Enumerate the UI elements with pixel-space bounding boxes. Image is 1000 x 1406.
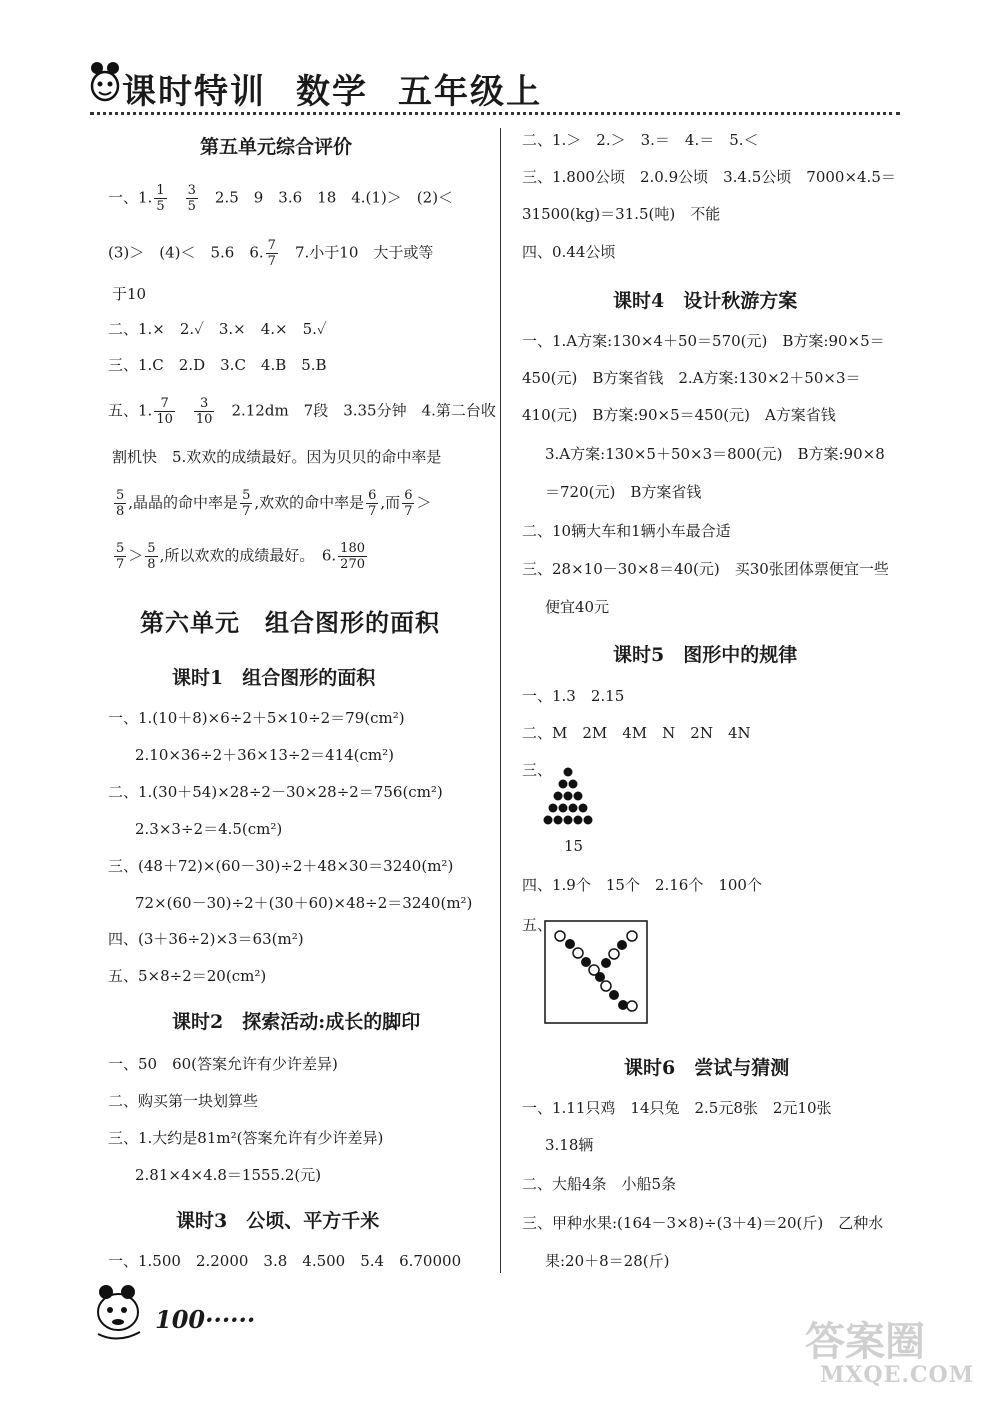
- text: ,所以欢欢的成绩最好。 6.: [159, 546, 337, 565]
- numerator: 6: [404, 488, 413, 503]
- page-header-title: [122, 64, 572, 113]
- watermark-logo: 答案圈: [805, 1318, 925, 1365]
- numerator: 1: [156, 183, 165, 198]
- answer-line: 一、50 60(答案允许有少许差异): [108, 1055, 338, 1073]
- text: ,而: [380, 493, 401, 512]
- lesson6-title: 课时6 尝试与猜测: [624, 1057, 790, 1079]
- answer-line: 割机快 5.欢欢的成绩最好。因为贝贝的命中率是: [112, 448, 442, 466]
- header-grade: 五年级上: [398, 72, 542, 112]
- answer-line: 三、: [522, 761, 553, 779]
- numerator: 3: [194, 396, 215, 412]
- answer-line: 便宜40元: [545, 598, 610, 616]
- answer-line: 15: [564, 837, 584, 855]
- answer-line: 五、: [522, 916, 553, 934]
- answer-line: 2.81×4×4.8＝1555.2(元): [135, 1166, 322, 1184]
- fraction: [154, 396, 175, 427]
- answer-line: 三、1.大约是81m²(答案允许有少许差异): [108, 1129, 384, 1147]
- fraction: [402, 488, 414, 519]
- denominator: 10: [156, 412, 173, 427]
- lesson4-title: 课时4 设计秋游方案: [613, 290, 798, 312]
- numerator: 3: [187, 183, 196, 198]
- mascot-logo-icon: [88, 60, 122, 104]
- answer-line: 三、1.800公顷 2.0.9公顷 3.4.5公顷 7000×4.5＝: [522, 168, 896, 186]
- answer-line: 2.3×3÷2＝4.5(cm²): [135, 820, 283, 838]
- denominator: 7: [116, 557, 125, 572]
- answer-line: 3.A方案:130×5＋50×3＝800(元) B方案:90×8: [545, 445, 885, 463]
- fraction: [114, 488, 126, 519]
- page-dots: ······: [205, 1305, 256, 1334]
- answer-line: [112, 488, 431, 519]
- answer-line: [108, 238, 433, 269]
- numerator: 5: [116, 541, 125, 556]
- dot-triangle-figure: [543, 765, 593, 827]
- answer-line: 二、购买第一块划算些: [108, 1092, 259, 1110]
- answer-line: 二、大船4条 小船5条: [522, 1175, 677, 1193]
- denominator: 7: [267, 254, 276, 269]
- text: 2.5 9 3.6 18 4.(1)＞ (2)＜: [214, 188, 454, 207]
- numerator: 5: [242, 488, 251, 503]
- numerator: 6: [368, 488, 377, 503]
- y-pattern-figure: [544, 920, 648, 1024]
- answer-line: 一、1.11只鸡 14只兔 2.5元8张 2元10张: [522, 1099, 832, 1117]
- page-number-value: 100: [155, 1305, 206, 1334]
- fraction: [194, 396, 215, 427]
- answer-line: 一、1.3 2.15: [522, 687, 625, 705]
- mascot-footer-icon: [88, 1282, 152, 1342]
- denominator: 5: [156, 199, 165, 214]
- numerator: 5: [147, 541, 156, 556]
- lesson2-title: 课时2 探索活动:成长的脚印: [172, 1011, 421, 1033]
- answer-line: 二、M 2M 4M N 2N 4N: [522, 724, 751, 742]
- fraction: [114, 541, 126, 572]
- denominator: 7: [404, 504, 413, 519]
- answer-line: 72×(60－30)÷2＋(30＋60)×48÷2＝3240(m²): [135, 894, 473, 912]
- answer-line: [112, 541, 369, 572]
- answer-line: 四、1.9个 15个 2.16个 100个: [522, 876, 762, 894]
- lesson1-title: 课时1 组合图形的面积: [172, 667, 376, 689]
- answer-line: 二、1.＞ 2.＞ 3.＝ 4.＝ 5.＜: [522, 131, 759, 149]
- answer-line: 2.10×36÷2＋36×13÷2＝414(cm²): [135, 746, 394, 764]
- answer-line: 果:20＋8＝28(斤): [545, 1252, 670, 1270]
- answer-line: 410(元) B方案:90×5＝450(元) A方案省钱: [522, 406, 836, 424]
- page-number: [155, 1305, 255, 1334]
- numerator: 7: [267, 238, 276, 253]
- text: ,晶晶的命中率是: [128, 493, 239, 512]
- unit6-title: 第六单元 组合图形的面积: [140, 608, 440, 637]
- header-book-title: 课时特训: [122, 72, 266, 112]
- watermark-url: MXQE.COM: [820, 1362, 975, 1388]
- text: 7.小于10 大于或等: [294, 243, 434, 262]
- text: ,欢欢的命中率是: [254, 493, 365, 512]
- lesson5-title: 课时5 图形中的规律: [613, 644, 798, 666]
- denominator: 270: [340, 557, 365, 572]
- answer-line: ＝720(元) B方案省钱: [545, 483, 702, 501]
- text: 一、1.: [108, 188, 153, 207]
- answer-line: 二、10辆大车和1辆小车最合适: [522, 522, 731, 540]
- answer-line: [108, 396, 496, 427]
- text: ＞: [416, 493, 432, 512]
- fraction: [266, 238, 278, 269]
- numerator: 7: [154, 396, 175, 412]
- text: 2.12dm 7段 3.35分钟 4.第二台收: [231, 401, 496, 420]
- answer-line: 于10: [112, 285, 147, 303]
- fraction: [186, 183, 198, 214]
- answer-line: 三、(48＋72)×(60－30)÷2＋48×30＝3240(m²): [108, 857, 454, 875]
- header-dotted-rule: [90, 112, 900, 115]
- text: (3)＞ (4)＜ 5.6 6.: [108, 243, 264, 262]
- fraction: [366, 488, 378, 519]
- answer-line: 五、5×8÷2＝20(cm²): [108, 967, 267, 985]
- answer-line: 四、0.44公顷: [522, 243, 616, 261]
- answer-line: 三、28×10－30×8＝40(元) 买30张团体票便宜一些: [522, 560, 889, 578]
- answer-line: 31500(kg)＝31.5(吨) 不能: [522, 205, 721, 223]
- fraction: [154, 183, 166, 214]
- numerator: 5: [116, 488, 125, 503]
- answer-line: 四、(3＋36÷2)×3＝63(m²): [108, 930, 304, 948]
- denominator: 8: [116, 504, 125, 519]
- fraction: [145, 541, 157, 572]
- column-divider: [500, 128, 501, 1273]
- denominator: 5: [187, 199, 196, 214]
- header-subject: 数学: [296, 72, 368, 112]
- answer-line: [108, 183, 453, 214]
- unit5-title: 第五单元综合评价: [200, 136, 353, 158]
- answer-line: 二、1.× 2.✓ 3.× 4.× 5.✓: [108, 320, 327, 338]
- numerator: 180: [340, 541, 365, 556]
- answer-line: 三、甲种水果:(164－3×8)÷(3＋4)＝20(斤) 乙种水: [522, 1214, 884, 1232]
- answer-line: 一、1.500 2.2000 3.8 4.500 5.4 6.70000: [108, 1252, 462, 1270]
- answer-line: 三、1.C 2.D 3.C 4.B 5.B: [108, 356, 327, 374]
- text: 五、1.: [108, 401, 153, 420]
- fraction: [240, 488, 252, 519]
- denominator: 8: [147, 557, 156, 572]
- denominator: 7: [242, 504, 251, 519]
- denominator: 7: [368, 504, 377, 519]
- answer-line: 3.18辆: [545, 1136, 594, 1154]
- answer-line: 二、1.(30＋54)×28÷2－30×28÷2＝756(cm²): [108, 783, 443, 801]
- answer-line: 一、1.(10＋8)×6÷2＋5×10÷2＝79(cm²): [108, 709, 405, 727]
- answer-line: 一、1.A方案:130×4＋50＝570(元) B方案:90×5＝: [522, 332, 885, 350]
- text: ＞: [128, 546, 144, 565]
- denominator: 10: [195, 412, 213, 427]
- answer-line: 450(元) B方案省钱 2.A方案:130×2＋50×3＝: [522, 369, 861, 387]
- fraction: [338, 541, 367, 572]
- lesson3-title: 课时3 公顷、平方千米: [176, 1210, 380, 1232]
